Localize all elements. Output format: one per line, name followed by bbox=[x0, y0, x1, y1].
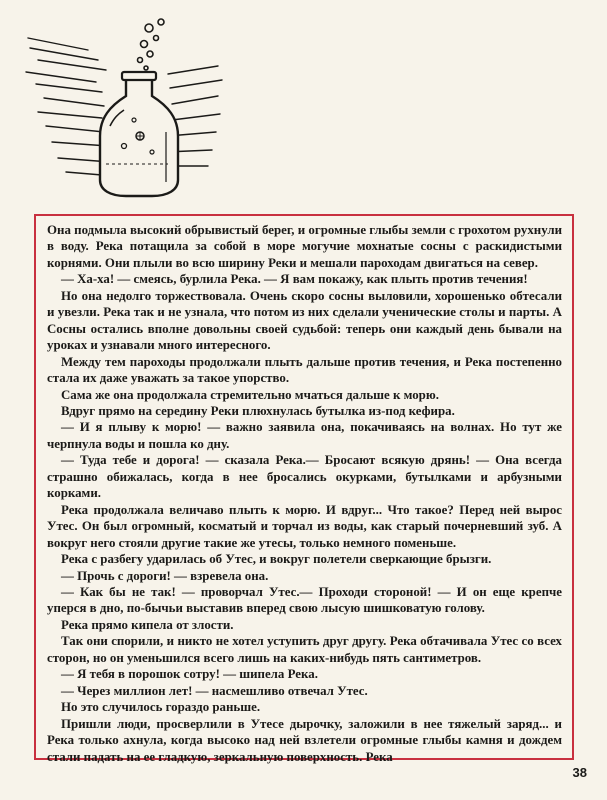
paragraph: Пришли люди, просверлили в Утесе дырочку, заложили в нее тяжелый заряд... и Река только ахнула, когда высоко над ней взлетели огромные глыбы камня и дождем стали падать на ее гладкую, зеркальную поверхность. Река bbox=[47, 716, 562, 764]
paragraph: — Ха-ха! — смеясь, бурлила Река. — Я вам покажу, как плыть против течения! bbox=[61, 272, 528, 287]
paragraph: Река прямо кипела от злости. bbox=[61, 617, 234, 632]
paragraph: Она подмыла высокий обрывистый берег, и огромные глыбы земли с грохотом рухнули в воду. Река потащила за собой в море могучие мохнатые сосны с раскидистыми корнями. Они плыли во всю ширину Реки и мешали пароходам двигаться на север. bbox=[47, 223, 562, 270]
story-text bbox=[47, 222, 562, 765]
paragraph: Между тем пароходы продолжали плыть дальше против течения, и Река постепенно стала их даже уважать за такое упорство. bbox=[47, 354, 562, 386]
paragraph: — Я тебя в порошок сотру! — шипела Река. bbox=[61, 667, 318, 682]
paragraph: — Как бы не так! — проворчал Утес.— Проходи стороной! — И он еще крепче уперся в дно, по-бычьи выставив вперед свою лысую шишковатую голову. bbox=[47, 584, 562, 616]
paragraph: Но она недолго торжествовала. Очень скоро сосны выловили, хорошенько обтесали и увезли. Река так и не узнала, что потом из них сделали ученические столы и парты. А Сосны остались вполне довольны своей судьбой: теперь они каждый день бывали на уроках и узнавали много интересного. bbox=[47, 288, 562, 353]
paragraph: — И я плыву к морю! — важно заявила она, покачиваясь на волнах. Но тут же черпнула воды и пошла ко дну. bbox=[47, 420, 562, 451]
paragraph: Так они спорили, и никто не хотел уступить друг другу. Река обтачивала Утес со всех сторон, но он уменьшился всего лишь на каких-нибудь пять сантиметров. bbox=[47, 634, 562, 665]
paragraph: — Через миллион лет! — насмешливо отвечал Утес. bbox=[61, 683, 368, 698]
paragraph: Река продолжала величаво плыть к морю. И вдруг... Что такое? Перед ней вырос Утес. Он был огромный, косматый и торчал из воды, как старый почерневший зуб. А вокруг него стояли другие такие же утесы, только немного поменьше. bbox=[47, 502, 562, 550]
paragraph: — Туда тебе и дорога! — сказала Река.— Бросают всякую дрянь! — Она всегда страшно обижалась, когда в нее бросались окурками, бутылками и арбузными корками. bbox=[47, 453, 562, 501]
paragraph: Но это случилось гораздо раньше. bbox=[61, 700, 261, 715]
paragraph: Сама же она продолжала стремительно мчаться дальше к морю. bbox=[61, 387, 439, 402]
page-number: 38 bbox=[572, 765, 587, 780]
paragraph: — Прочь с дороги! — взревела она. bbox=[61, 568, 269, 583]
paragraph: Река с разбегу ударилась об Утес, и вокруг полетели сверкающие брызги. bbox=[61, 552, 492, 567]
bottle-illustration bbox=[18, 14, 228, 204]
paragraph: Вдруг прямо на середину Реки плюхнулась бутылка из-под кефира. bbox=[61, 403, 455, 418]
bottle bbox=[100, 72, 178, 196]
bubbles bbox=[138, 19, 165, 70]
